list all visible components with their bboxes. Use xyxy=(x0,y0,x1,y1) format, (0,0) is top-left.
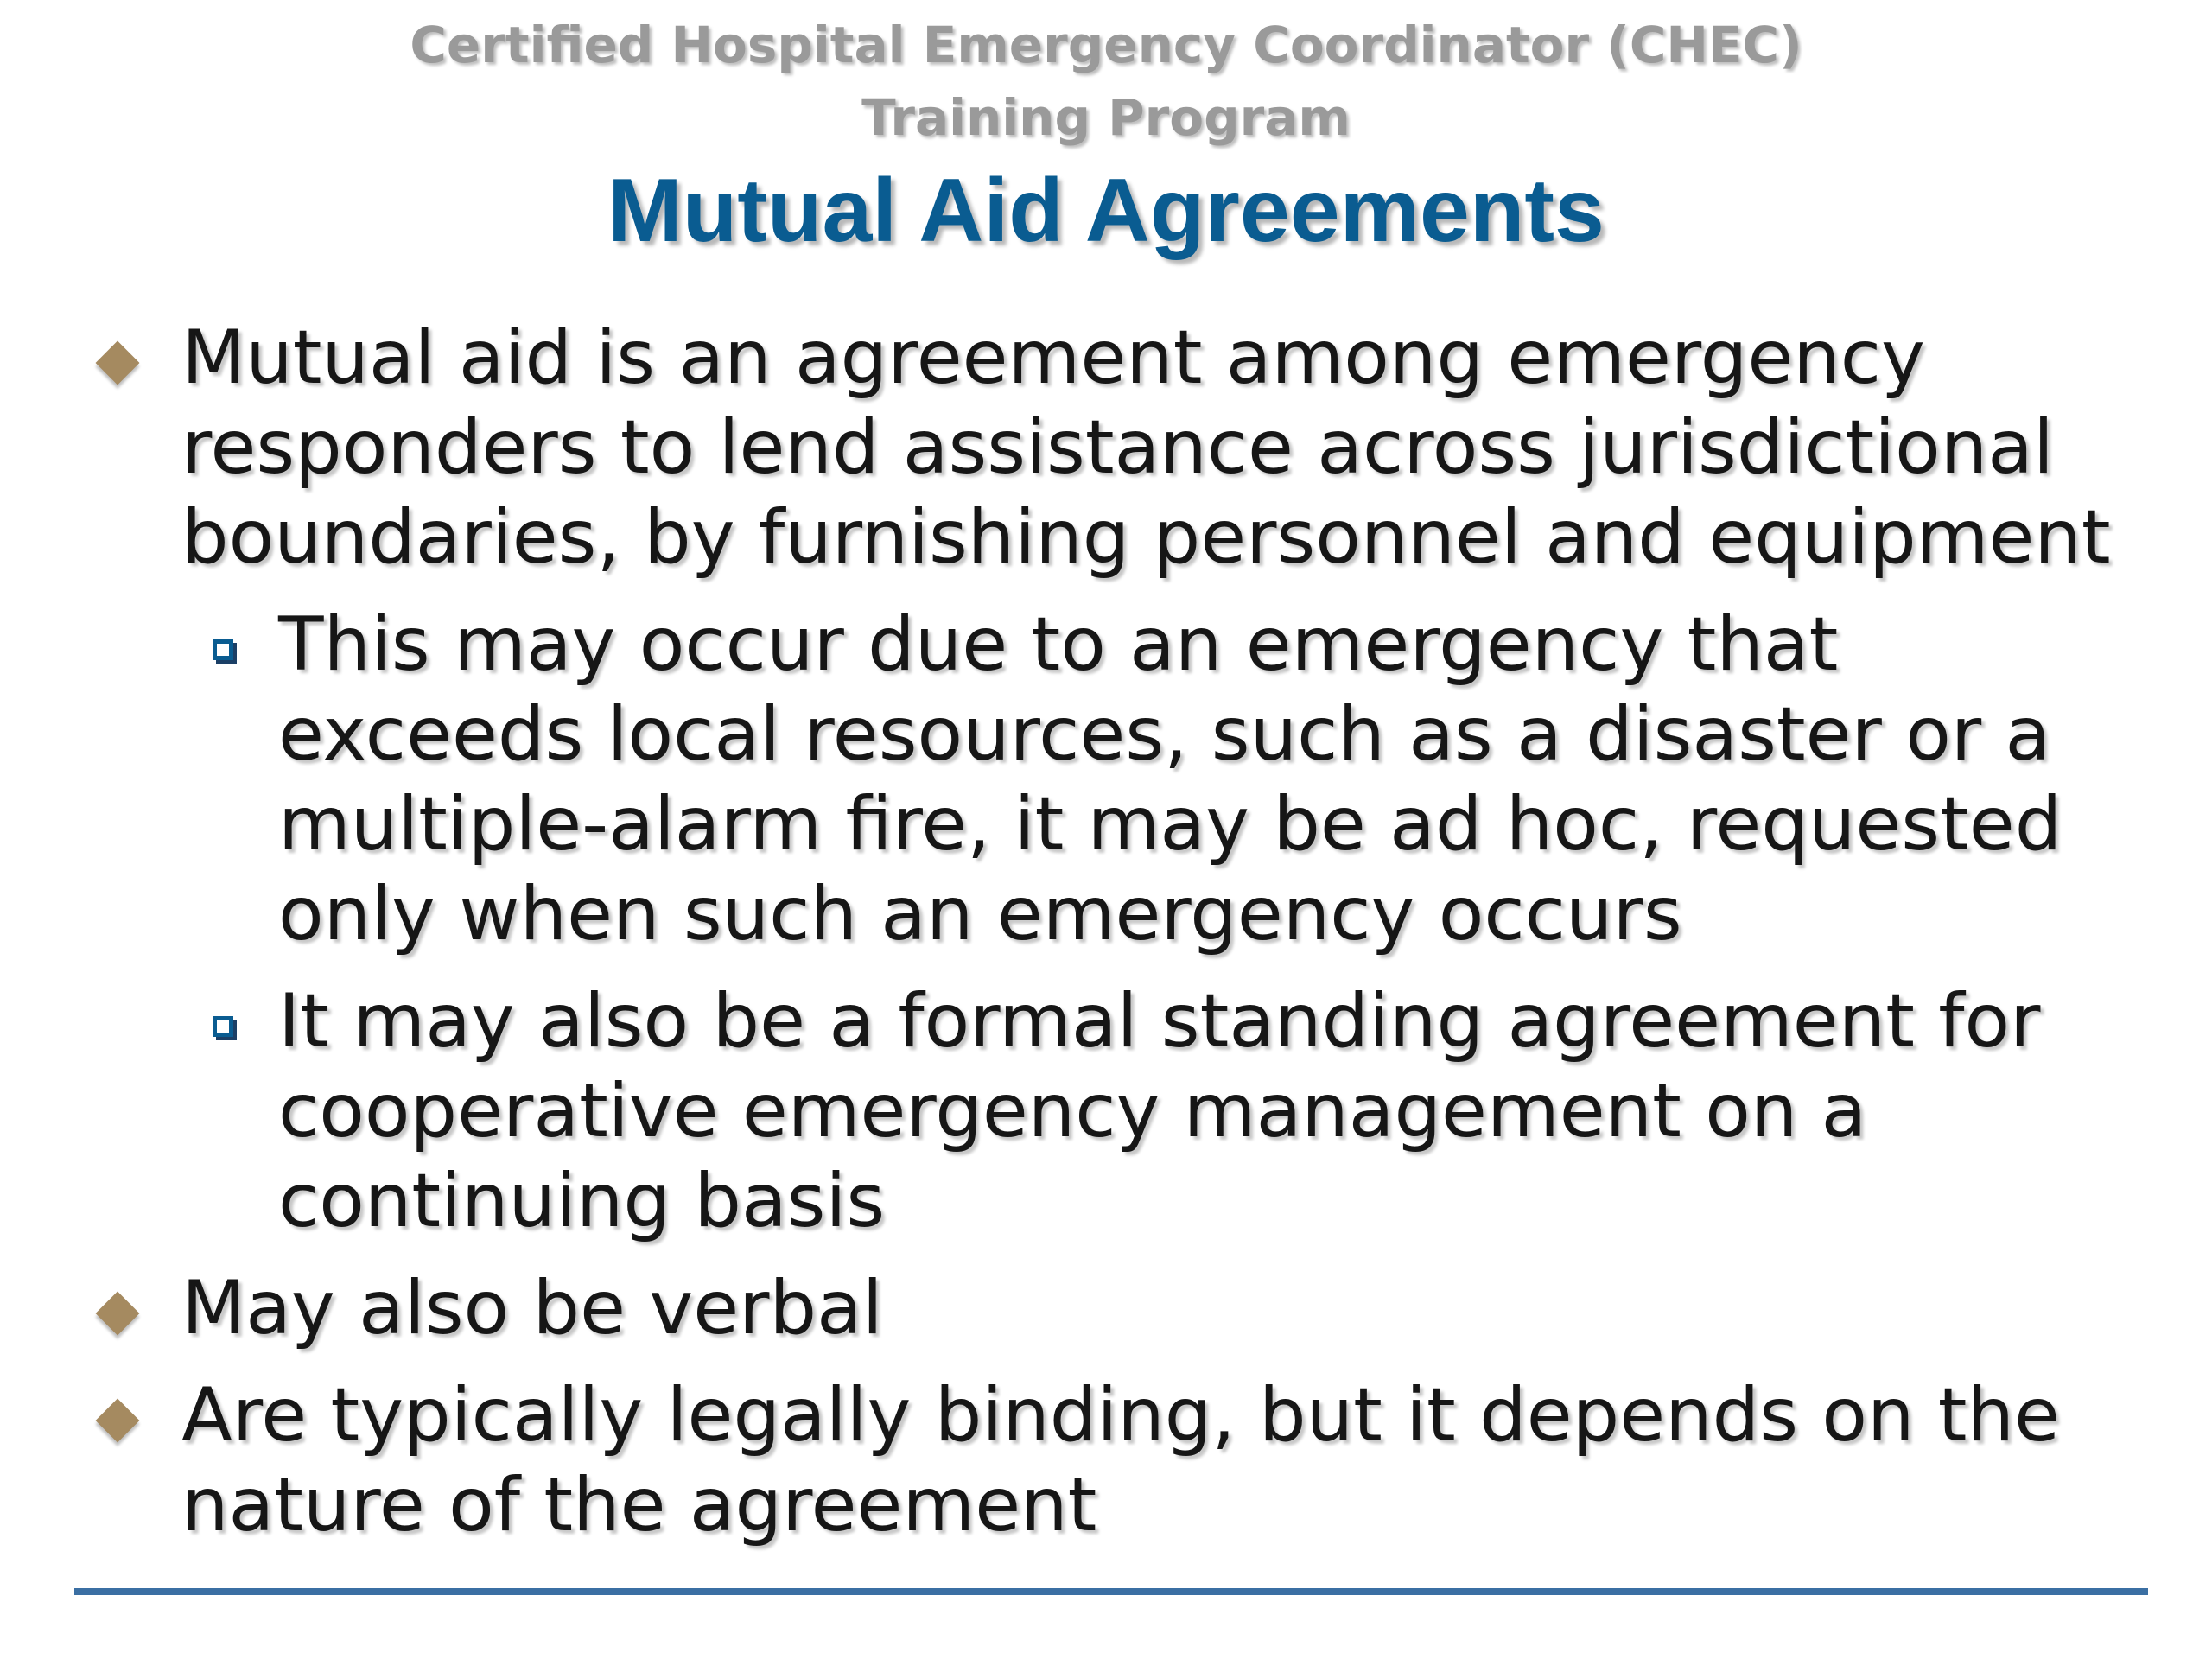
bullet-line: multiple-alarm fire, it may be ad hoc, requested xyxy=(278,781,2063,868)
diamond-bullet-icon xyxy=(96,1292,140,1336)
program-name-line-2: Training Program xyxy=(861,88,1351,147)
sub-bullet-item xyxy=(95,600,2169,959)
bullet-line: It may also be a formal standing agreement for xyxy=(278,978,2041,1065)
sub-bullet-text xyxy=(278,976,2169,1246)
bullet-line: continuing basis xyxy=(278,1158,886,1244)
bullet-line: responders to lend assistance across jurisdictional xyxy=(181,404,2054,491)
bullet-line: Are typically legally binding, but it depends on the xyxy=(181,1372,2060,1459)
bullet-text xyxy=(181,313,2169,582)
bullet-line: This may occur due to an emergency that xyxy=(278,601,1839,688)
square-bullet-icon xyxy=(213,639,233,660)
slide-header xyxy=(0,9,2212,263)
bullet-line: boundaries, by furnishing personnel and equipment xyxy=(181,494,2111,581)
program-name xyxy=(0,9,2212,154)
diamond-bullet-icon xyxy=(96,341,140,385)
diamond-bullet-icon xyxy=(96,1399,140,1443)
bullet-line: only when such an emergency occurs xyxy=(278,871,1682,957)
bottom-divider xyxy=(74,1588,2148,1595)
bullet-text xyxy=(181,1370,2169,1550)
program-name-line-1: Certified Hospital Emergency Coordinator (CHEC) xyxy=(410,16,1802,74)
bullet-list xyxy=(95,313,2169,1567)
square-bullet-icon xyxy=(213,1016,233,1037)
sub-bullet-text xyxy=(278,600,2169,959)
bullet-item xyxy=(95,313,2169,582)
bullet-line: May also be verbal xyxy=(181,1265,883,1351)
bullet-item xyxy=(95,1263,2169,1353)
bullet-line: nature of the agreement xyxy=(181,1462,1097,1548)
bullet-item xyxy=(95,1370,2169,1550)
sub-bullet-item xyxy=(95,976,2169,1246)
bullet-text xyxy=(181,1263,2169,1353)
bullet-line: Mutual aid is an agreement among emergency xyxy=(181,315,1925,401)
bullet-line: cooperative emergency management on a xyxy=(278,1068,1867,1154)
bullet-line: exceeds local resources, such as a disaster or a xyxy=(278,691,2051,778)
slide-title: Mutual Aid Agreements xyxy=(607,161,1605,261)
